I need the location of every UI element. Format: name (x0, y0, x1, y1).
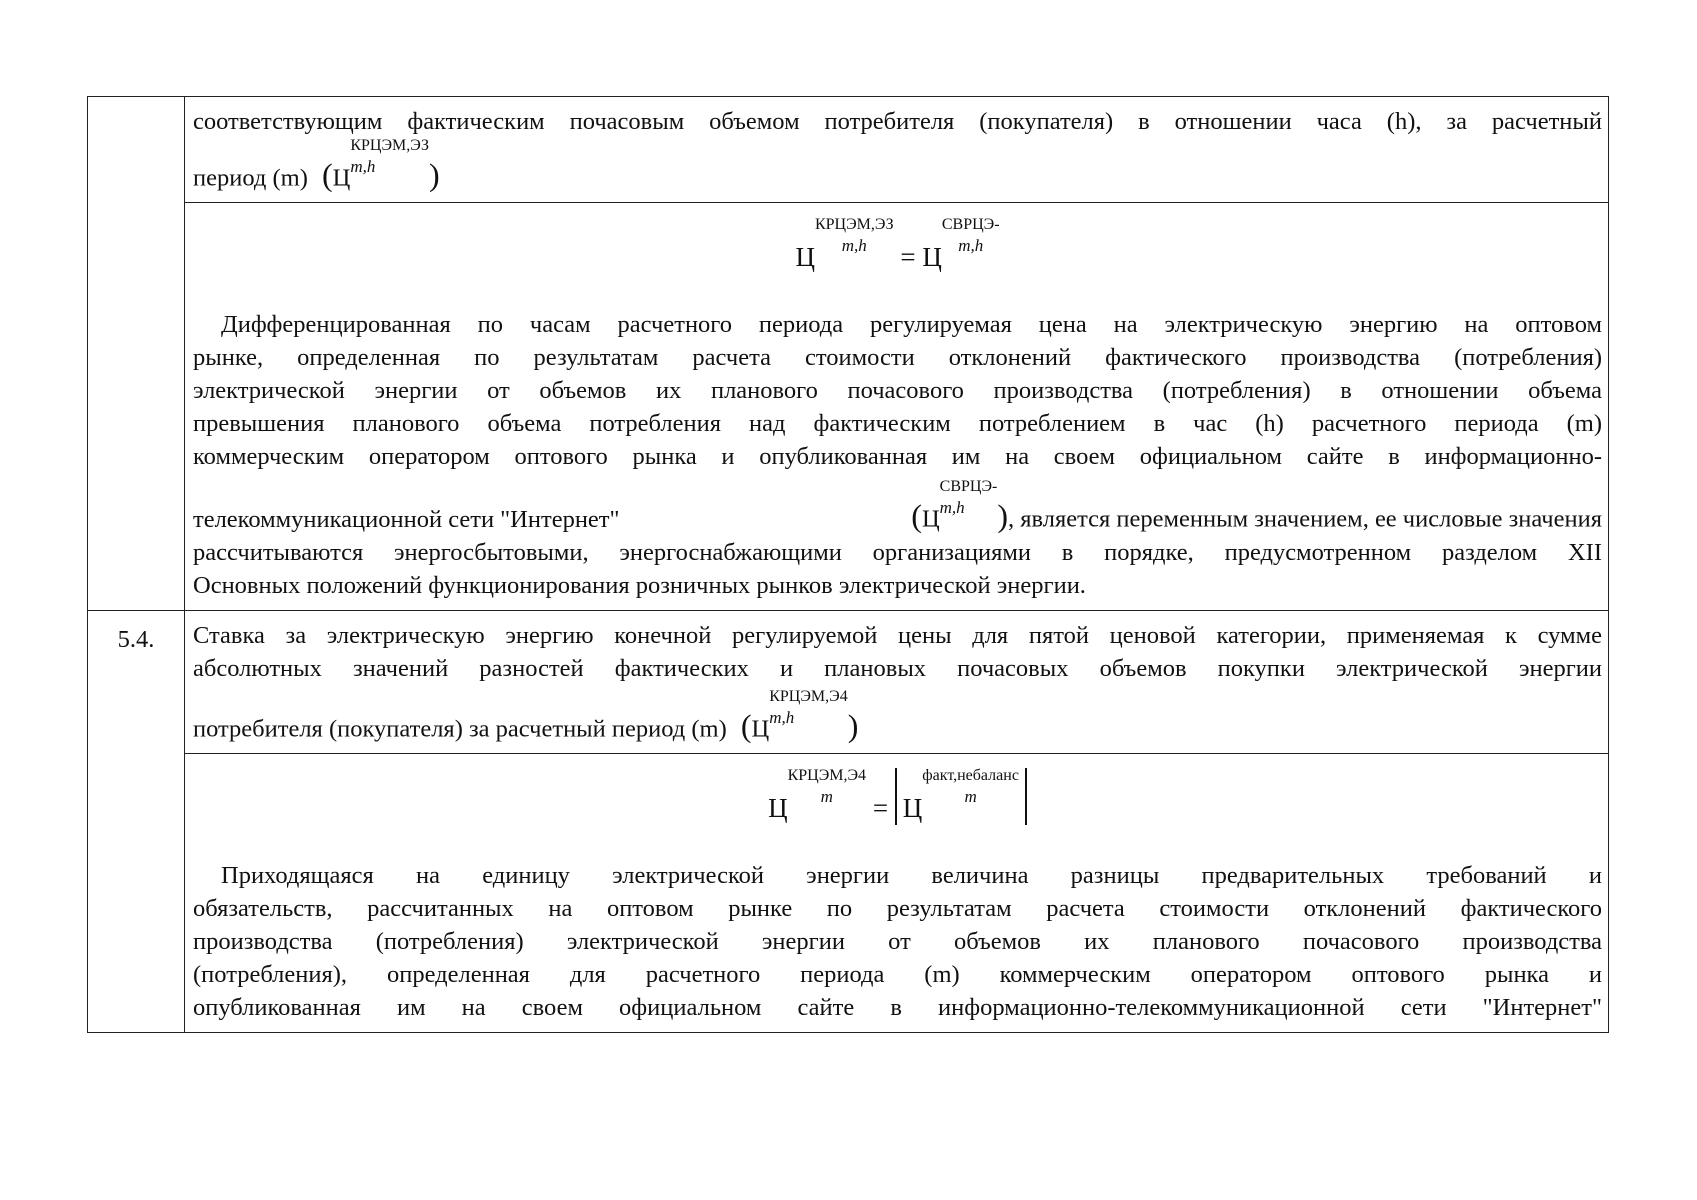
paragraph-line: коммерческим оператором оптового рынка и опубликованная им на своем официальном сайте в информационно- (193, 443, 1602, 471)
description-cell (185, 97, 1609, 203)
table-row (88, 97, 1609, 203)
paragraph-line: Основных положений функционирования розничных рынков электрической энергии. (193, 571, 1086, 599)
text-fragment: период (m) (193, 164, 308, 192)
paragraph-line-with-symbol: телекоммуникационной сети "Интернет" (Ц СВРЦЭ- m,h ), является переменным значением, ее числовые значения (193, 478, 1602, 534)
table-row (88, 610, 1609, 753)
paragraph-line: электрической энергии от объемов их планового почасового производства (потребления) в отношении объема (193, 377, 1602, 405)
paragraph-line: (потребления), определенная для расчетного периода (m) коммерческим оператором оптового рынка и (193, 961, 1602, 989)
price-symbol: Ц КРЦЭМ,Э4 m,h (751, 687, 848, 743)
text-fragment: телекоммуникационной сети "Интернет" (193, 505, 620, 533)
formula-cell (185, 203, 1609, 610)
text-line-with-symbol: потребителя (покупателя) за расчетный период (m) (Ц КРЦЭМ,Э4 m,h ) (193, 687, 859, 744)
absolute-value (895, 768, 1027, 825)
item-number-cell: 5.4. (88, 610, 185, 1032)
paragraph-line: производства (потребления) электрической энергии от объемов их планового почасового производства (193, 928, 1602, 956)
text-fragment: потребителя (покупателя) за расчетный период (m) (193, 715, 727, 743)
formula-lhs: Ц КРЦЭМ,Э4 m (768, 767, 867, 824)
paragraph-line: Дифференцированная по часам расчетного периода регулируемая цена на электрическую энергию на оптовом (221, 311, 1602, 339)
formula-cell (185, 754, 1609, 1033)
paragraph-line: опубликованная им на своем официальном сайте в информационно-телекоммуникационной сети "Интернет" (193, 994, 1602, 1022)
table-row (88, 754, 1609, 1033)
formula-lhs: Ц КРЦЭМ,ЭЗ m,h (795, 216, 894, 273)
paragraph-line: Приходящаяся на единицу электрической энергии величина разницы предварительных требований и (221, 862, 1602, 890)
document-table (87, 96, 1609, 1033)
text-line-with-symbol: период (m) (Ц КРЦЭМ,ЭЗ m,h ) (193, 137, 440, 193)
price-symbol: Ц СВРЦЭ- m,h (921, 478, 998, 533)
item-number-cell (88, 97, 185, 611)
formula-rhs: Ц факт,небаланс m (902, 767, 1019, 824)
text-line: Ставка за электрическую энергию конечной регулируемой цены для пятой ценовой категории, применяемая к сумме (193, 621, 1602, 649)
description-cell (185, 610, 1609, 753)
text-fragment: , является переменным значением, ее числовые значения (1008, 505, 1602, 533)
table-row (88, 203, 1609, 610)
paragraph-line: обязательств, рассчитанных на оптовом рынке по результатам расчета стоимости отклонений фактического (193, 895, 1602, 923)
price-symbol: Ц КРЦЭМ,ЭЗ m,h (332, 137, 430, 192)
equals-sign: = (872, 793, 889, 824)
text-line: соответствующим фактическим почасовым объемом потребителя (покупателя) в отношении часа (h), за расчетный (193, 108, 1602, 135)
formula (193, 768, 1602, 825)
paragraph-line: рынке, определенная по результатам расчета стоимости отклонений фактического производства (потребления) (193, 344, 1602, 372)
formula (193, 217, 1602, 274)
text-line: абсолютных значений разностей фактических и плановых почасовых объемов покупки электрической энергии (193, 654, 1602, 682)
paragraph-line: рассчитываются энергосбытовыми, энергоснабжающими организациями в порядке, предусмотренном разделом XII (193, 538, 1602, 566)
equals-sign: = (900, 242, 916, 273)
formula-rhs: Ц СВРЦЭ- m,h (922, 216, 1000, 273)
paragraph-line: превышения планового объема потребления над фактическим потреблением в час (h) расчетного периода (m) (193, 410, 1602, 438)
